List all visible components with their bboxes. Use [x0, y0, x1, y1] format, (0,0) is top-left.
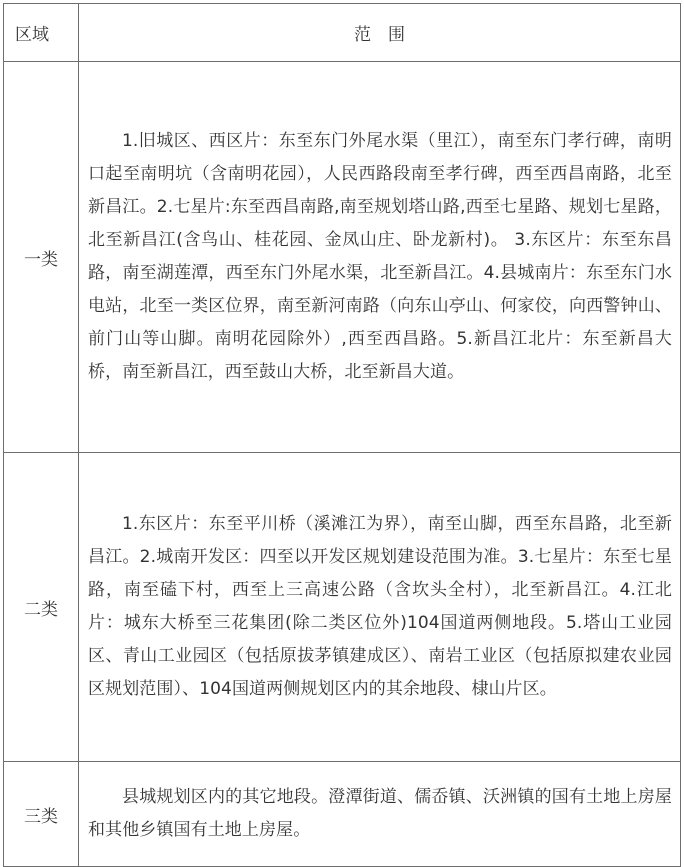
range-cell: 1.东区片：东至平川桥（溪滩江为界），南至山脚，西至东昌路，北至新昌江。2.城南开发区：四至以开发区规划建设范围为准。3.七星片：东至七星路，南至磕下村，西至上三高速公路（含坎头全村），北至新昌江。4.江北片：城东大桥至三花集团(除二类区位外)104国道两侧地段。5.塔山工业园区、青山工业园区（包括原拔茅镇建成区）、南岩工业区（包括原拟建农业园区规划范围）、104国道两侧规划区内的其余地段、棣山片区。	[79, 453, 681, 762]
range-cell: 1.旧城区、西区片：东至东门外尾水渠（里江），南至东门孝行碑，南明口起至南明坑（含南明花园），人民西路段南至孝行碑，西至西昌南路，北至新昌江。2.七星片:东至西昌南路,南至规划塔山路,西至七星路、规划七星路，北至新昌江(含鸟山、桂花园、金凤山庄、卧龙新村)。 3.东区片：东至东昌路，南至湖莲潭，西至东门外尾水渠，北至新昌江。4.县城南片：东至东门水电站，北至一类区位界，南至新河南路（向东山亭山、何家佼，向西警钟山、前门山等山脚。南明花园除外）,西至西昌路。5.新昌江北片：东至新昌大桥，南至新昌江，西至鼓山大桥，北至新昌大道。	[79, 62, 681, 453]
category-cell: 一类	[4, 62, 79, 453]
table-row	[4, 453, 681, 762]
header-range: 范 围	[79, 4, 681, 62]
zone-table	[3, 3, 681, 867]
category-cell: 二类	[4, 453, 79, 762]
range-cell: 县城规划区内的其它地段。澄潭街道、儒岙镇、沃洲镇的国有土地上房屋和其他乡镇国有土地上房屋。	[79, 762, 681, 867]
table-header-row	[4, 4, 681, 62]
header-region: 区域	[4, 4, 79, 62]
table-row	[4, 62, 681, 453]
table-row	[4, 762, 681, 867]
category-cell: 三类	[4, 762, 79, 867]
